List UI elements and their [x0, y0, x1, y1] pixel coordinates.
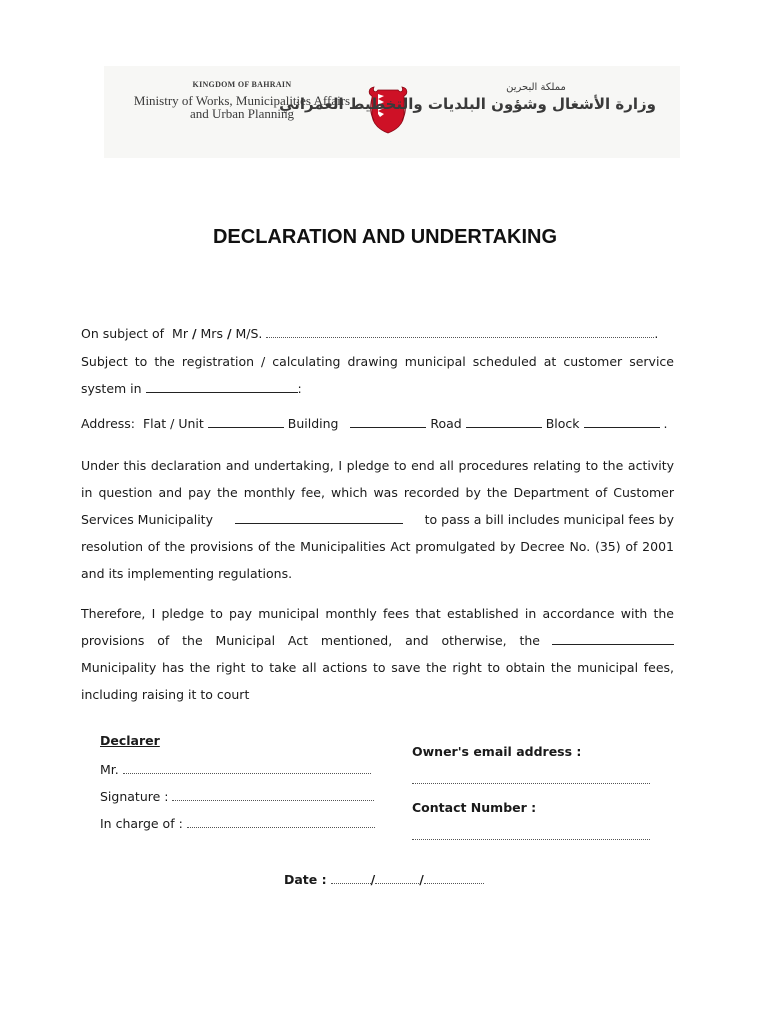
- municipality-name-field[interactable]: [552, 643, 674, 645]
- flat-field[interactable]: [208, 426, 284, 428]
- ministry-name-arabic-line: وزارة الأشغال وشؤون البلديات والتخطيط العمراني: [279, 95, 656, 113]
- date-label: Date :: [284, 872, 327, 887]
- registration-paragraph: [81, 348, 674, 402]
- pledge-paragraph: [81, 452, 674, 587]
- fees-line4: including raising it to court: [81, 687, 250, 702]
- email-field[interactable]: [412, 782, 650, 784]
- pledge-line5: and its implementing regulations.: [81, 566, 293, 581]
- contact-label: Contact Number :: [412, 800, 537, 815]
- subject-label: On subject of: [81, 326, 165, 341]
- address-line: [81, 416, 674, 431]
- date-day-field[interactable]: [331, 882, 371, 884]
- pledge-line3-suffix: to pass a bill includes municipal fees by: [424, 512, 674, 527]
- ministry-name-line1: Ministry of Works, Municipalities Affairs: [133, 93, 351, 108]
- subject-line: [81, 326, 674, 341]
- signature-row: [100, 783, 390, 810]
- fees-paragraph: [81, 600, 674, 708]
- title-mr: Mr: [172, 326, 188, 341]
- date-year-field[interactable]: [424, 882, 484, 884]
- owner-contact-section: [412, 743, 662, 855]
- email-row: [412, 771, 662, 799]
- kingdom-name-arabic: مملكة البحرين: [506, 82, 566, 93]
- date-separator: /: [370, 872, 376, 887]
- fees-line3: Municipality has the right to take all actions to save the right to obtain the municipal fees,: [81, 660, 674, 675]
- title-mrs: Mrs: [200, 326, 223, 341]
- address-end: .: [663, 416, 668, 431]
- block-label: Block: [545, 416, 580, 431]
- signature-label: Signature :: [100, 789, 169, 804]
- slash: /: [191, 326, 197, 341]
- subject-name-field[interactable]: [266, 336, 654, 338]
- fees-line2: [81, 627, 674, 654]
- road-field[interactable]: [466, 426, 542, 428]
- title-ms: M/S.: [235, 326, 263, 341]
- declarer-mr-label: Mr.: [100, 762, 119, 777]
- document-title: DECLARATION AND UNDERTAKING: [212, 226, 558, 248]
- pledge-line3: [81, 506, 674, 533]
- registration-colon: :: [297, 381, 302, 396]
- kingdom-name: KINGDOM OF BAHRAIN: [192, 80, 292, 89]
- in-charge-label: In charge of :: [100, 816, 183, 831]
- registration-line1: Subject to the registration / calculating drawing municipal scheduled at customer service: [81, 354, 674, 369]
- date-separator: /: [419, 872, 424, 887]
- declarer-name-field[interactable]: [123, 772, 371, 774]
- pledge-line2: in question and pay the monthly fee, which was recorded by the Department of Customer: [81, 485, 674, 500]
- declarer-mr-row: [100, 756, 390, 783]
- building-field[interactable]: [350, 426, 426, 428]
- in-charge-row: [100, 810, 390, 837]
- address-label: Address:: [81, 416, 135, 431]
- email-label: Owner's email address :: [412, 744, 582, 759]
- slash: /: [226, 326, 232, 341]
- ministry-name-line2: and Urban Planning: [190, 106, 294, 121]
- declarer-heading: Declarer: [100, 733, 160, 748]
- fees-line1: Therefore, I pledge to pay municipal monthly fees that established in accordance with the: [81, 606, 674, 621]
- system-field[interactable]: [146, 391, 298, 393]
- ministry-name-arabic: [279, 82, 656, 113]
- date-month-field[interactable]: [375, 882, 419, 884]
- block-field[interactable]: [584, 426, 660, 428]
- pledge-line1: Under this declaration and undertaking, I pledge to end all procedures relating to the activity: [81, 458, 674, 473]
- pledge-line4: resolution of the provisions of the Municipalities Act promulgated by Decree No. (35) of 2001: [81, 539, 674, 554]
- services-municipality-label: Services Municipality: [81, 512, 213, 527]
- flat-label: Flat / Unit: [142, 416, 204, 431]
- contact-row: [412, 827, 662, 855]
- date-line: [284, 872, 484, 887]
- registration-system-label: system in: [81, 381, 142, 396]
- signature-field[interactable]: [172, 799, 374, 801]
- building-label: Building: [287, 416, 339, 431]
- municipality-field[interactable]: [235, 522, 403, 524]
- in-charge-field[interactable]: [187, 826, 375, 828]
- declarer-section: [100, 733, 390, 837]
- subject-end: .: [654, 326, 659, 341]
- contact-field[interactable]: [412, 838, 650, 840]
- road-label: Road: [430, 416, 462, 431]
- registration-line2: [81, 375, 674, 402]
- fees-line2-text: provisions of the Municipal Act mentioned, and otherwise, the: [81, 633, 540, 648]
